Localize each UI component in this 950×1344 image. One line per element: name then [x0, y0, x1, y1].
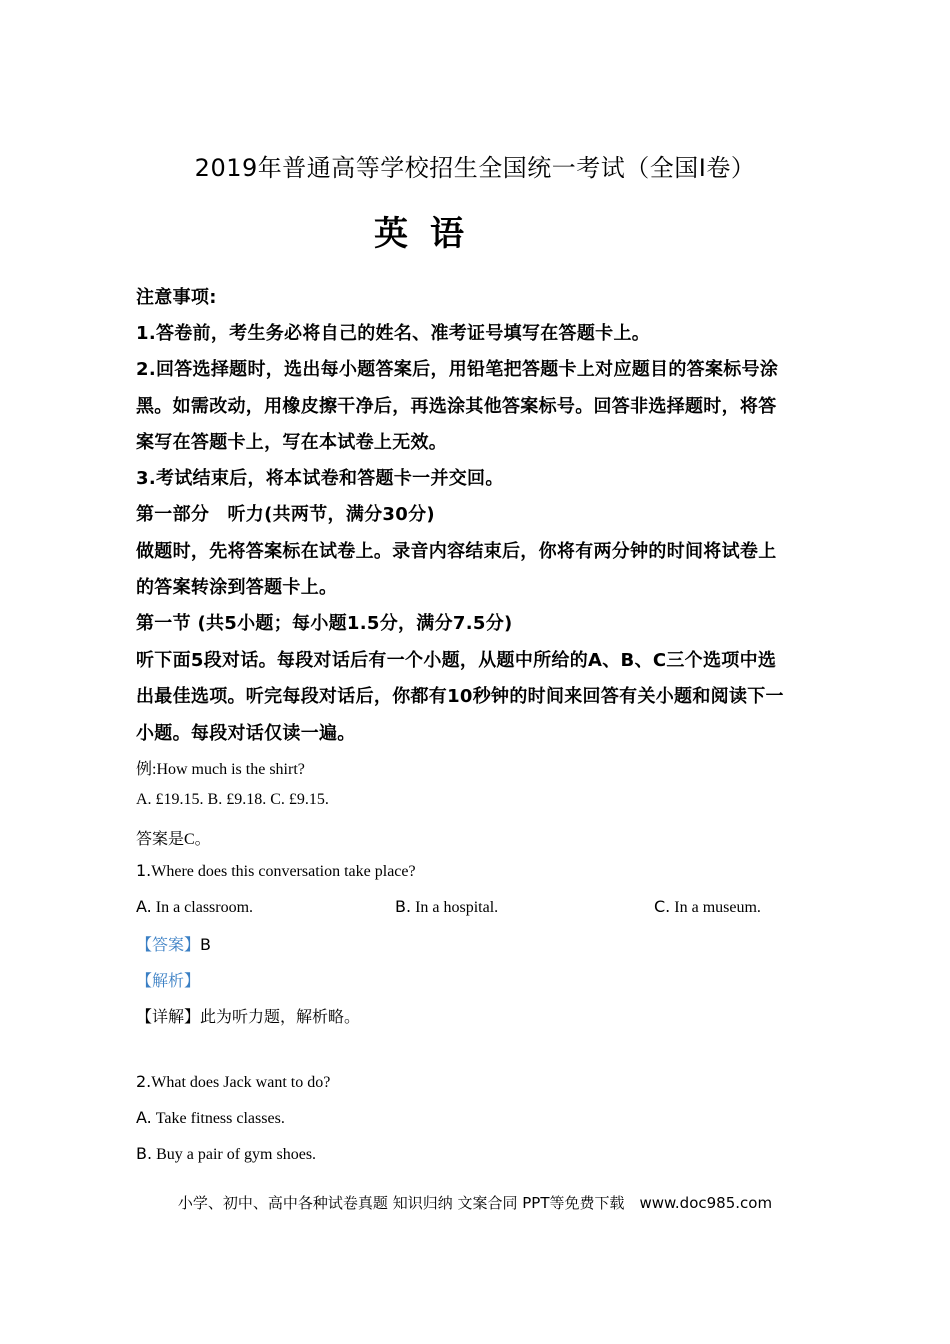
- option-text: In a hospital.: [415, 899, 499, 916]
- part1-instructions-line-2: 的答案转涂到答题卡上。: [136, 577, 338, 598]
- question-1-analysis-label: 【解析】: [136, 971, 201, 990]
- notice-item-2-line-3: 案写在答题卡上，写在本试卷上无效。: [136, 432, 448, 453]
- notice-heading: 注意事项:: [136, 287, 217, 308]
- part1-heading: 第一部分 听力(共两节，满分30分): [136, 504, 435, 525]
- section1-line-3: 小题。每段对话仅读一遍。: [136, 723, 356, 744]
- question-1-text: Where does this conversation take place?: [151, 863, 416, 880]
- question-1-option-b: [395, 897, 498, 917]
- question-2: [136, 1072, 330, 1092]
- option-letter: A.: [136, 897, 152, 916]
- question-1-number: 1.: [136, 861, 152, 880]
- question-1-option-c: [654, 897, 761, 917]
- part1-instructions-line-1: 做题时，先将答案标在试卷上。录音内容结束后，你将有两分钟的时间将试卷上: [136, 541, 777, 562]
- notice-item-2-line-1: 2.回答选择题时，选出每小题答案后，用铅笔把答题卡上对应题目的答案标号涂: [136, 359, 779, 380]
- section1-heading: 第一节 (共5小题；每小题1.5分，满分7.5分): [136, 613, 513, 634]
- question-1-option-a: [136, 897, 253, 917]
- example-options: A. £19.15. B. £9.18. C. £9.15.: [136, 791, 329, 808]
- question-2-option-b: [136, 1144, 316, 1164]
- notice-item-2-line-2: 黑。如需改动，用橡皮擦干净后，再选涂其他答案标号。回答非选择题时，将答: [136, 396, 777, 417]
- option-letter: C.: [654, 897, 671, 916]
- option-text: In a classroom.: [155, 899, 254, 916]
- option-letter: A.: [136, 1108, 152, 1127]
- notice-item-3: 3.考试结束后，将本试卷和答题卡一并交回。: [136, 468, 504, 489]
- exam-title: 2019年普通高等学校招生全国统一考试（全国Ⅰ卷）: [194, 154, 756, 182]
- page-footer: 小学、初中、高中各种试卷真题 知识归纳 文案合同 PPT等免费下载 www.doc985.com: [177, 1194, 773, 1212]
- option-text: Take fitness classes.: [155, 1110, 285, 1127]
- example-answer: 答案是C。: [136, 831, 211, 848]
- notice-item-1: 1.答卷前，考生务必将自己的姓名、准考证号填写在答题卡上。: [136, 323, 651, 344]
- question-2-text: What does Jack want to do?: [151, 1074, 331, 1091]
- option-letter: B.: [136, 1144, 153, 1163]
- answer-value: B: [200, 935, 211, 954]
- option-text: In a museum.: [674, 899, 761, 916]
- section1-line-1: 听下面5段对话。每段对话后有一个小题，从题中所给的A、B、C三个选项中选: [136, 650, 777, 671]
- question-1-answer: [136, 932, 211, 955]
- question-1-detail: 【详解】此为听力题，解析略。: [136, 1007, 361, 1026]
- question-1: [136, 861, 416, 881]
- example-question: 例:How much is the shirt?: [136, 761, 305, 778]
- section1-line-2: 出最佳选项。听完每段对话后，你都有10秒钟的时间来回答有关小题和阅读下一: [136, 686, 784, 707]
- question-2-option-a: [136, 1108, 285, 1128]
- option-letter: B.: [395, 897, 412, 916]
- question-2-number: 2.: [136, 1072, 152, 1091]
- subject-title: 英语: [374, 214, 486, 254]
- answer-label: 【答案】: [136, 935, 201, 954]
- option-text: Buy a pair of gym shoes.: [156, 1146, 317, 1163]
